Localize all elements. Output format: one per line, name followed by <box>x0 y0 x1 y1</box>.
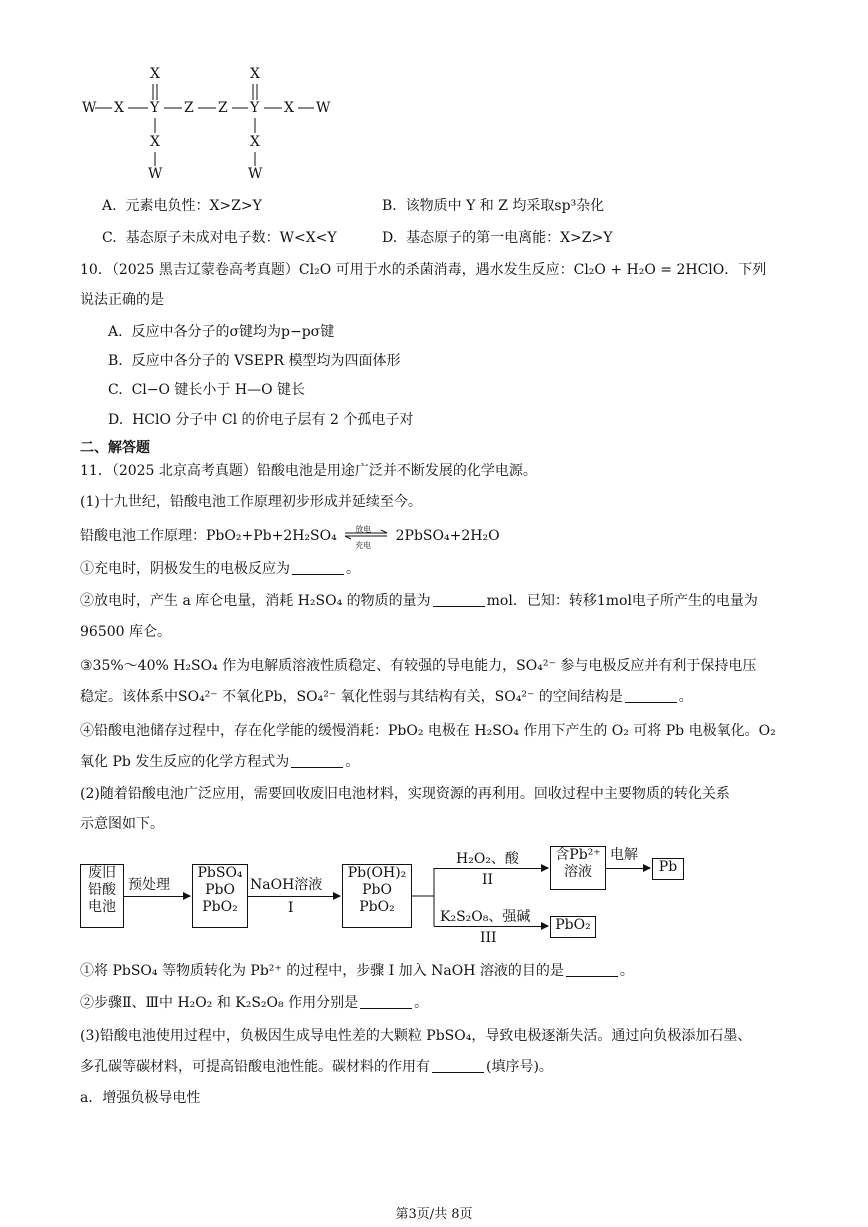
flow-box-step0: PbSO₄ PbO PbO₂ <box>192 864 248 928</box>
q10-option-d: D. HClO 分子中 Cl 的价电子层有 2 个孤电子对 <box>108 412 414 428</box>
atom-x-top-left: X <box>150 66 160 82</box>
atom-w-left: W <box>82 100 97 116</box>
q9-option-d: D. 基态原子的第一电离能：X>Z>Y <box>382 230 613 246</box>
q11-t2: ②步骤Ⅱ、Ⅲ中 H₂O₂ 和 K₂S₂O₈ 作用分别是 。 <box>80 995 429 1011</box>
atom-x-left: X <box>114 100 124 116</box>
q9-option-b: B. 该物质中 Y 和 Z 均采取sp³杂化 <box>382 198 605 214</box>
q10-stem-cont: 说法正确的是 <box>80 292 164 308</box>
answer-blank[interactable] <box>292 560 344 575</box>
atom-w-bottom-right: W <box>248 166 263 182</box>
q9-option-a: A. 元素电负性：X>Z>Y <box>102 198 262 214</box>
q11-part2-cont: 示意图如下。 <box>80 816 164 832</box>
answer-blank[interactable] <box>360 994 412 1009</box>
recycling-flowchart <box>78 842 718 950</box>
flow-box-pbo2: PbO₂ <box>550 916 596 938</box>
answer-blank[interactable] <box>566 962 618 977</box>
atom-w-right: W <box>316 100 331 116</box>
q11-option-a: a．增强负极导电性 <box>80 1090 201 1106</box>
reversible-arrow: 放电 充电 <box>343 524 389 544</box>
q11-stem: 11．（2025 北京高考真题）铅酸电池是用途广泛并不断发展的化学电源。 <box>80 463 537 479</box>
atom-x-bottom-right: X <box>250 134 260 150</box>
flow-label-step-ii: II <box>482 872 494 888</box>
q11-sub3-cont: 稳定。该体系中SO₄²⁻ 不氧化Pb，SO₄²⁻ 氧化性弱与其结构有关，SO₄²⁻ 的空间结构是 。 <box>80 689 693 705</box>
q11-part2: (2)随着铅酸电池广泛应用，需要回收废旧电池材料，实现资源的再利用。回收过程中主要物质的转化关系 <box>80 786 730 802</box>
q11-part1: (1)十九世纪，铅酸电池工作原理初步形成并延续至今。 <box>80 494 422 510</box>
atom-x-right: X <box>284 100 294 116</box>
flow-arrow-branch-top <box>434 868 548 869</box>
flow-label-electrolysis: 电解 <box>610 847 638 863</box>
atom-x-bottom-left: X <box>150 134 160 150</box>
atom-z-1: Z <box>184 100 194 116</box>
q11-part3: (3)铅酸电池使用过程中，负极因生成导电性差的大颗粒 PbSO₄，导致电极逐渐失活。通过向负极添加石墨、 <box>80 1028 752 1044</box>
structural-formula <box>80 66 340 186</box>
q9-option-c: C. 基态原子未成对电子数：W<X<Y <box>102 230 337 246</box>
flow-box-step1: Pb(OH)₂ PbO PbO₂ <box>342 864 412 928</box>
flow-label-pretreat: 预处理 <box>128 877 170 893</box>
q10-stem: 10．（2025 黑吉辽蒙卷高考真题）Cl₂O 可用于水的杀菌消毒，遇水发生反应：Cl₂O + H₂O = 2HClO．下列 <box>80 262 767 278</box>
q11-sub2: ②放电时，产生 a 库仑电量，消耗 H₂SO₄ 的物质的量为 mol．已知：转移1mol电子所产生的电量为 <box>80 593 758 609</box>
answer-blank[interactable] <box>433 592 485 607</box>
flow-arrow-branch-bottom <box>434 926 548 927</box>
atom-y-right: Y <box>250 100 260 116</box>
q10-option-b: B. 反应中各分子的 VSEPR 模型均为四面体形 <box>108 353 401 369</box>
flow-arrow-electrolysis <box>606 868 650 869</box>
flow-label-k2s2o8: K₂S₂O₈、强碱 <box>440 909 531 925</box>
atom-z-2: Z <box>218 100 228 116</box>
flow-label-step-iii: III <box>480 930 497 946</box>
answer-blank[interactable] <box>432 1058 484 1073</box>
q11-sub2-cont: 96500 库仑。 <box>80 624 171 640</box>
flow-box-waste-battery: 废旧 铅酸 电池 <box>80 864 124 928</box>
q11-sub4-cont: 氧化 Pb 发生反应的化学方程式为 。 <box>80 754 360 770</box>
q10-option-a: A. 反应中各分子的σ键均为p−pσ键 <box>108 324 335 340</box>
structure-bonds <box>80 66 340 186</box>
q11-sub3: ③35%～40% H₂SO₄ 作为电解质溶液性质稳定、有较强的导电能力，SO₄²⁻ 参与电极反应并有利于保持电压 <box>80 658 757 674</box>
atom-y-left: Y <box>150 100 160 116</box>
q11-sub4: ④铅酸电池储存过程中，存在化学能的缓慢消耗：PbO₂ 电极在 H₂SO₄ 作用下产生的 O₂ 可将 Pb 电极氧化。O₂ <box>80 723 776 739</box>
answer-blank[interactable] <box>291 753 343 768</box>
flow-label-step-i: I <box>288 900 294 916</box>
q11-principle: 铅酸电池工作原理：PbO₂+Pb+2H₂SO₄ 放电 充电 2PbSO₄+2H₂O <box>80 525 500 550</box>
flow-box-pb-solution: 含Pb²⁺ 溶液 <box>550 846 606 890</box>
flow-label-h2o2: H₂O₂、酸 <box>456 851 519 867</box>
q11-sub1: ①充电时，阴极发生的电极反应为 。 <box>80 561 360 577</box>
atom-w-bottom-left: W <box>148 166 163 182</box>
atom-x-top-right: X <box>250 66 260 82</box>
q11-t1: ①将 PbSO₄ 等物质转化为 Pb²⁺ 的过程中，步骤 I 加入 NaOH 溶液的目的是 。 <box>80 963 634 979</box>
flow-box-pb: Pb <box>652 858 684 880</box>
section-heading: 二、解答题 <box>80 440 150 456</box>
answer-blank[interactable] <box>625 688 677 703</box>
q11-part3-cont: 多孔碳等碳材料，可提高铅酸电池性能。碳材料的作用有 (填序号)。 <box>80 1059 553 1075</box>
flow-label-naoh: NaOH溶液 <box>250 877 323 893</box>
page-footer: 第3页/共 8页 <box>395 1207 473 1222</box>
q10-option-c: C. Cl−O 键长小于 H—O 键长 <box>108 382 306 398</box>
